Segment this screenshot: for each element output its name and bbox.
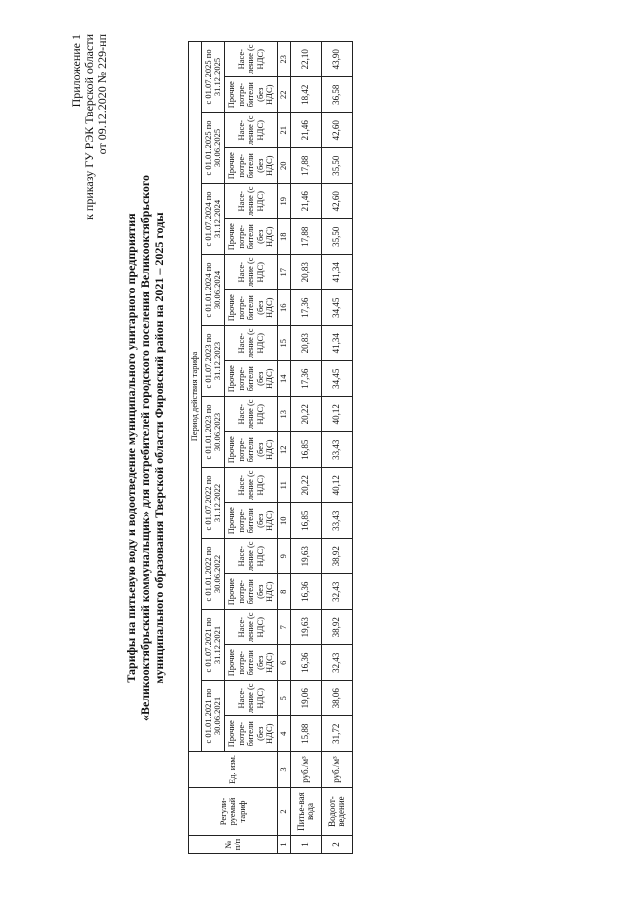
tariff-value: 15,88 [291,716,322,752]
column-number: 11 [278,468,291,504]
column-number: 21 [278,113,291,149]
row-tariff-name: Питье-вая вода [291,788,322,836]
tariff-value: 16,85 [291,432,322,468]
period-3: с 01.01.2022 по 30.06.2022 [202,539,225,610]
population-header: Насе-ление (с НДС) [225,610,278,646]
row-number: 1 [291,836,322,854]
row-unit: руб./м³ [322,752,353,788]
other-consumers-header: Прочие потре-бители (без НДС) [225,716,278,752]
column-number: 10 [278,503,291,539]
period-10: с 01.07.2025 по 31.12.2025 [202,41,225,112]
rotated-content [60,18,580,878]
tariff-value: 19,06 [291,681,322,717]
population-header: Насе-ление (с НДС) [225,468,278,504]
tariff-value: 17,88 [291,219,322,255]
column-number: 13 [278,397,291,433]
tariff-value: 40,12 [322,468,353,504]
table-row [322,41,353,853]
tariff-value: 17,36 [291,361,322,397]
tariff-value: 21,46 [291,113,322,149]
table-row [291,41,322,853]
column-number: 22 [278,77,291,113]
row-tariff-name: Водоот-ведение [322,788,353,836]
row-number: 2 [322,836,353,854]
column-number: 7 [278,610,291,646]
population-header: Насе-ление (с НДС) [225,113,278,149]
period-8: с 01.07.2024 по 31.12.2024 [202,184,225,255]
column-number: 23 [278,41,291,77]
population-header: Насе-ление (с НДС) [225,326,278,362]
column-number: 12 [278,432,291,468]
appendix-line-3: от 09.12.2020 № 229-нп [95,34,109,155]
population-header: Насе-ление (с НДС) [225,397,278,433]
tariff-table [188,41,353,854]
tariff-value: 35,50 [322,219,353,255]
tariff-value: 34,45 [322,361,353,397]
column-number: 19 [278,184,291,220]
tariff-value: 38,92 [322,610,353,646]
column-number: 6 [278,645,291,681]
tariff-value: 21,46 [291,184,322,220]
column-number: 4 [278,716,291,752]
population-header: Насе-ление (с НДС) [225,539,278,575]
tariff-value: 41,34 [322,255,353,291]
header-row-consumers [225,41,278,853]
appendix-line-1: Приложение 1 [69,34,83,108]
header-unit: Ед. изм. [189,752,278,788]
tariff-value: 17,88 [291,148,322,184]
tariff-value: 38,92 [322,539,353,575]
tariff-value: 33,43 [322,503,353,539]
other-consumers-header: Прочие потре-бители (без НДС) [225,290,278,326]
column-number: 14 [278,361,291,397]
tariff-value: 33,43 [322,432,353,468]
other-consumers-header: Прочие потре-бители (без НДС) [225,432,278,468]
tariff-value: 19,63 [291,610,322,646]
column-number: 15 [278,326,291,362]
tariff-value: 34,45 [322,290,353,326]
tariff-value: 32,43 [322,645,353,681]
population-header: Насе-ление (с НДС) [225,184,278,220]
column-number: 16 [278,290,291,326]
tariff-value: 41,34 [322,326,353,362]
period-4: с 01.07.2022 по 31.12.2022 [202,468,225,539]
header-row-dates [202,41,225,853]
tariff-value: 42,60 [322,113,353,149]
population-header: Насе-ление (с НДС) [225,681,278,717]
tariff-value: 16,36 [291,574,322,610]
population-header: Насе-ление (с НДС) [225,41,278,77]
tariff-value: 22,10 [291,41,322,77]
period-9: с 01.01.2025 по 30.06.2025 [202,113,225,184]
header-number: № п/п [189,836,278,854]
tariff-value: 17,36 [291,290,322,326]
tariff-value: 40,12 [322,397,353,433]
header-tariff: Регули-руемый тариф [189,788,278,836]
other-consumers-header: Прочие потре-бители (без НДС) [225,219,278,255]
column-number: 8 [278,574,291,610]
column-number: 3 [278,752,291,788]
tariff-value: 31,72 [322,716,353,752]
other-consumers-header: Прочие потре-бители (без НДС) [225,574,278,610]
appendix-line-2: к приказу ГУ РЭК Тверской области [82,34,96,220]
column-number: 1 [278,836,291,854]
column-number: 9 [278,539,291,575]
tariff-value: 32,43 [322,574,353,610]
other-consumers-header: Прочие потре-бители (без НДС) [225,645,278,681]
column-number: 17 [278,255,291,291]
tariff-value: 38,06 [322,681,353,717]
document-title [124,58,166,838]
tariff-table-body [189,41,353,853]
column-number: 18 [278,219,291,255]
tariff-value: 35,50 [322,148,353,184]
tariff-value: 20,22 [291,397,322,433]
tariff-value: 20,22 [291,468,322,504]
other-consumers-header: Прочие потре-бители (без НДС) [225,503,278,539]
tariff-value: 20,83 [291,255,322,291]
column-number: 20 [278,148,291,184]
tariff-value: 20,83 [291,326,322,362]
title-line-1: Тарифы на питьевую воду и водоотведение муниципального унитарного предприятия [124,213,138,683]
header-period: Период действия тарифа [189,41,202,751]
tariff-value: 18,42 [291,77,322,113]
title-line-3: муниципального образования Тверской области Фировский район на 2021 – 2025 годы [152,212,166,684]
other-consumers-header: Прочие потре-бители (без НДС) [225,77,278,113]
tariff-value: 19,63 [291,539,322,575]
column-number: 2 [278,788,291,836]
other-consumers-header: Прочие потре-бители (без НДС) [225,148,278,184]
period-7: с 01.01.2024 по 30.06.2024 [202,255,225,326]
other-consumers-header: Прочие потре-бители (без НДС) [225,361,278,397]
tariff-value: 42,60 [322,184,353,220]
period-6: с 01.07.2023 по 31.12.2023 [202,326,225,397]
period-5: с 01.01.2023 по 30.06.2023 [202,397,225,468]
column-number: 5 [278,681,291,717]
row-unit: руб./м³ [291,752,322,788]
appendix-note [70,34,109,220]
period-1: с 01.01.2021 по 30.06.2021 [202,681,225,752]
tariff-value: 16,85 [291,503,322,539]
period-2: с 01.07.2021 по 31.12.2021 [202,610,225,681]
tariff-value: 43,90 [322,41,353,77]
title-line-2: «Великооктябрьский коммунальщик» для потребителей городского поселения Великооктябрьского [138,174,152,722]
header-row-column-numbers [278,41,291,853]
tariff-value: 36,58 [322,77,353,113]
population-header: Насе-ление (с НДС) [225,255,278,291]
tariff-value: 16,36 [291,645,322,681]
header-row-period [189,41,202,853]
